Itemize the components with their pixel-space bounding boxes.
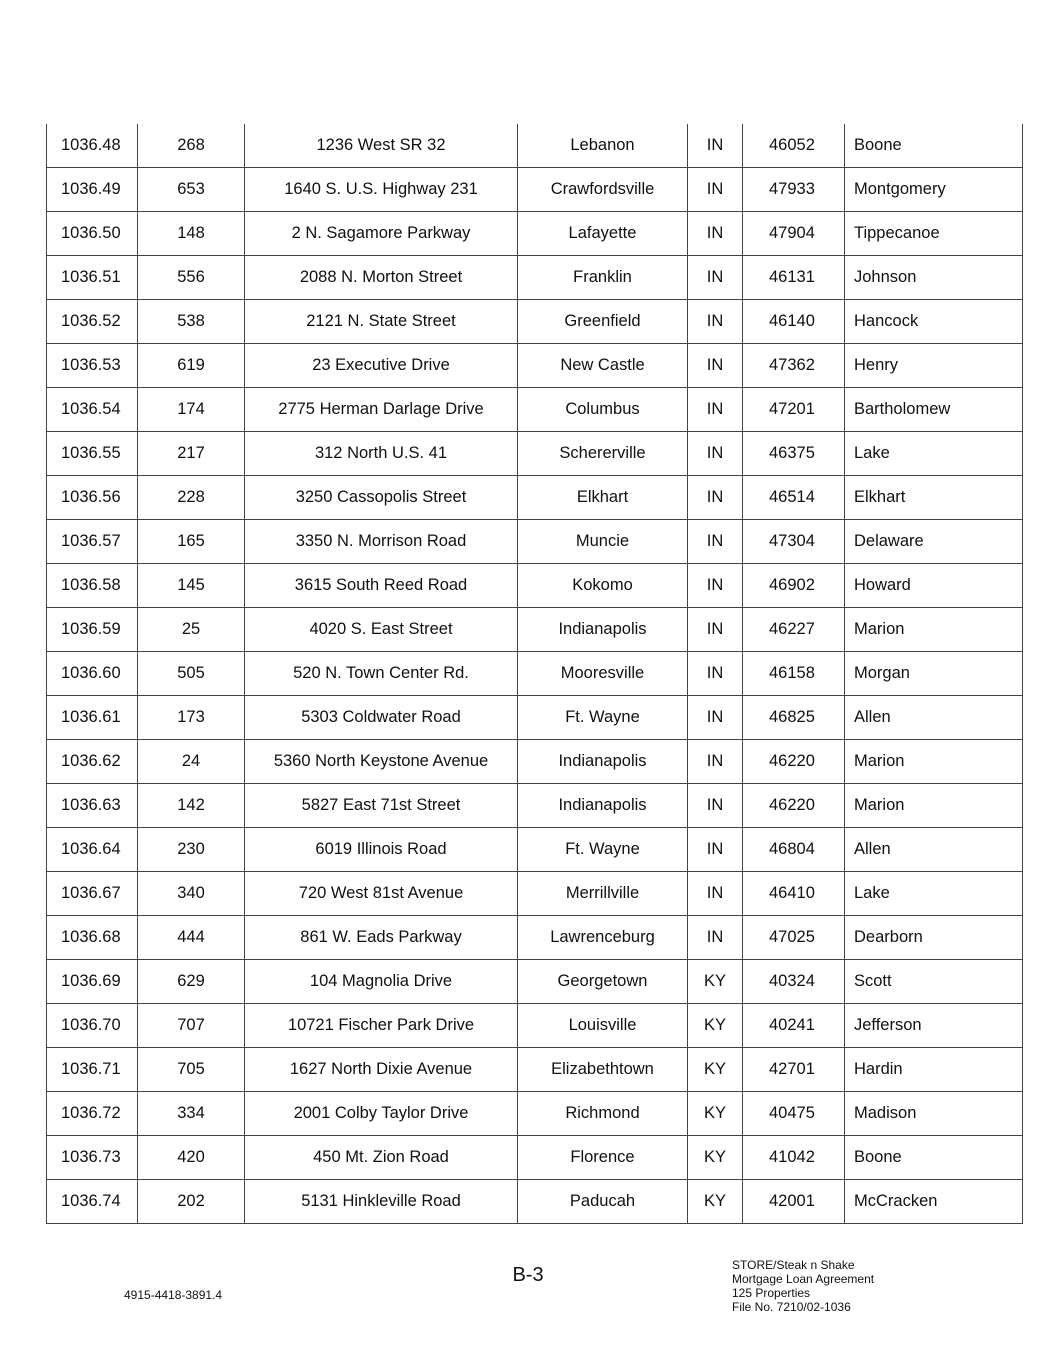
county-cell: Hardin bbox=[845, 1048, 1023, 1092]
county-cell: Lake bbox=[845, 872, 1023, 916]
store-number-cell: 334 bbox=[138, 1092, 245, 1136]
loan-id-cell: 1036.69 bbox=[47, 960, 138, 1004]
county-cell: Lake bbox=[845, 432, 1023, 476]
table-row bbox=[47, 388, 1023, 432]
store-number-cell: 202 bbox=[138, 1180, 245, 1224]
county-cell: Howard bbox=[845, 564, 1023, 608]
county-cell: Elkhart bbox=[845, 476, 1023, 520]
store-number-cell: 556 bbox=[138, 256, 245, 300]
zip-cell: 46158 bbox=[743, 652, 845, 696]
loan-id-cell: 1036.58 bbox=[47, 564, 138, 608]
zip-cell: 46131 bbox=[743, 256, 845, 300]
document-info-line: Mortgage Loan Agreement bbox=[732, 1272, 875, 1286]
address-cell: 10721 Fischer Park Drive bbox=[245, 1004, 518, 1048]
document-info-line: 125 Properties bbox=[732, 1286, 811, 1300]
table-row bbox=[47, 520, 1023, 564]
city-cell: Florence bbox=[518, 1136, 688, 1180]
loan-id-cell: 1036.53 bbox=[47, 344, 138, 388]
address-cell: 3615 South Reed Road bbox=[245, 564, 518, 608]
zip-cell: 46220 bbox=[743, 740, 845, 784]
address-cell: 450 Mt. Zion Road bbox=[245, 1136, 518, 1180]
address-cell: 4020 S. East Street bbox=[245, 608, 518, 652]
store-number-cell: 619 bbox=[138, 344, 245, 388]
city-cell: Schererville bbox=[518, 432, 688, 476]
address-cell: 23 Executive Drive bbox=[245, 344, 518, 388]
address-cell: 2775 Herman Darlage Drive bbox=[245, 388, 518, 432]
address-cell: 2088 N. Morton Street bbox=[245, 256, 518, 300]
city-cell: Lafayette bbox=[518, 212, 688, 256]
loan-id-cell: 1036.52 bbox=[47, 300, 138, 344]
county-cell: Henry bbox=[845, 344, 1023, 388]
table-row bbox=[47, 652, 1023, 696]
document-info-line: STORE/Steak n Shake bbox=[732, 1258, 855, 1272]
address-cell: 2001 Colby Taylor Drive bbox=[245, 1092, 518, 1136]
state-cell: KY bbox=[688, 1092, 743, 1136]
store-number-cell: 420 bbox=[138, 1136, 245, 1180]
county-cell: Bartholomew bbox=[845, 388, 1023, 432]
state-cell: IN bbox=[688, 784, 743, 828]
loan-id-cell: 1036.61 bbox=[47, 696, 138, 740]
store-number-cell: 142 bbox=[138, 784, 245, 828]
table-row bbox=[47, 1136, 1023, 1180]
address-cell: 2 N. Sagamore Parkway bbox=[245, 212, 518, 256]
city-cell: Indianapolis bbox=[518, 608, 688, 652]
table-row bbox=[47, 476, 1023, 520]
zip-cell: 46375 bbox=[743, 432, 845, 476]
zip-cell: 40241 bbox=[743, 1004, 845, 1048]
county-cell: Marion bbox=[845, 608, 1023, 652]
zip-cell: 46140 bbox=[743, 300, 845, 344]
store-number-cell: 174 bbox=[138, 388, 245, 432]
city-cell: Indianapolis bbox=[518, 740, 688, 784]
loan-id-cell: 1036.51 bbox=[47, 256, 138, 300]
state-cell: IN bbox=[688, 256, 743, 300]
zip-cell: 46804 bbox=[743, 828, 845, 872]
city-cell: Franklin bbox=[518, 256, 688, 300]
loan-id-cell: 1036.74 bbox=[47, 1180, 138, 1224]
store-number-cell: 145 bbox=[138, 564, 245, 608]
address-cell: 520 N. Town Center Rd. bbox=[245, 652, 518, 696]
address-cell: 3250 Cassopolis Street bbox=[245, 476, 518, 520]
properties-table-body bbox=[47, 124, 1023, 1224]
loan-id-cell: 1036.59 bbox=[47, 608, 138, 652]
address-cell: 5131 Hinkleville Road bbox=[245, 1180, 518, 1224]
county-cell: Allen bbox=[845, 828, 1023, 872]
state-cell: KY bbox=[688, 1048, 743, 1092]
store-number-cell: 707 bbox=[138, 1004, 245, 1048]
state-cell: IN bbox=[688, 652, 743, 696]
store-number-cell: 629 bbox=[138, 960, 245, 1004]
zip-cell: 47025 bbox=[743, 916, 845, 960]
zip-cell: 47304 bbox=[743, 520, 845, 564]
zip-cell: 42001 bbox=[743, 1180, 845, 1224]
table-row bbox=[47, 1180, 1023, 1224]
city-cell: New Castle bbox=[518, 344, 688, 388]
city-cell: Ft. Wayne bbox=[518, 828, 688, 872]
store-number-cell: 538 bbox=[138, 300, 245, 344]
city-cell: Crawfordsville bbox=[518, 168, 688, 212]
loan-id-cell: 1036.70 bbox=[47, 1004, 138, 1048]
document-info-line: File No. 7210/02-1036 bbox=[732, 1300, 851, 1314]
county-cell: Madison bbox=[845, 1092, 1023, 1136]
zip-cell: 47933 bbox=[743, 168, 845, 212]
store-number-cell: 653 bbox=[138, 168, 245, 212]
table-row bbox=[47, 1092, 1023, 1136]
table-row bbox=[47, 872, 1023, 916]
zip-cell: 46825 bbox=[743, 696, 845, 740]
table-row bbox=[47, 1004, 1023, 1048]
city-cell: Elizabethtown bbox=[518, 1048, 688, 1092]
address-cell: 1627 North Dixie Avenue bbox=[245, 1048, 518, 1092]
table-row bbox=[47, 344, 1023, 388]
county-cell: Tippecanoe bbox=[845, 212, 1023, 256]
store-number-cell: 228 bbox=[138, 476, 245, 520]
loan-id-cell: 1036.60 bbox=[47, 652, 138, 696]
properties-table bbox=[46, 124, 1023, 1224]
loan-id-cell: 1036.54 bbox=[47, 388, 138, 432]
address-cell: 5827 East 71st Street bbox=[245, 784, 518, 828]
state-cell: IN bbox=[688, 124, 743, 168]
loan-id-cell: 1036.55 bbox=[47, 432, 138, 476]
store-number-cell: 705 bbox=[138, 1048, 245, 1092]
loan-id-cell: 1036.71 bbox=[47, 1048, 138, 1092]
county-cell: Morgan bbox=[845, 652, 1023, 696]
city-cell: Ft. Wayne bbox=[518, 696, 688, 740]
zip-cell: 46220 bbox=[743, 784, 845, 828]
address-cell: 1236 West SR 32 bbox=[245, 124, 518, 168]
city-cell: Elkhart bbox=[518, 476, 688, 520]
county-cell: Marion bbox=[845, 784, 1023, 828]
table-row bbox=[47, 608, 1023, 652]
address-cell: 861 W. Eads Parkway bbox=[245, 916, 518, 960]
city-cell: Mooresville bbox=[518, 652, 688, 696]
table-row bbox=[47, 696, 1023, 740]
table-row bbox=[47, 828, 1023, 872]
county-cell: Boone bbox=[845, 1136, 1023, 1180]
table-row bbox=[47, 124, 1023, 168]
city-cell: Richmond bbox=[518, 1092, 688, 1136]
zip-cell: 46410 bbox=[743, 872, 845, 916]
store-number-cell: 268 bbox=[138, 124, 245, 168]
loan-id-cell: 1036.68 bbox=[47, 916, 138, 960]
store-number-cell: 148 bbox=[138, 212, 245, 256]
address-cell: 312 North U.S. 41 bbox=[245, 432, 518, 476]
zip-cell: 40475 bbox=[743, 1092, 845, 1136]
store-number-cell: 444 bbox=[138, 916, 245, 960]
zip-cell: 40324 bbox=[743, 960, 845, 1004]
city-cell: Greenfield bbox=[518, 300, 688, 344]
state-cell: KY bbox=[688, 1136, 743, 1180]
state-cell: IN bbox=[688, 564, 743, 608]
loan-id-cell: 1036.73 bbox=[47, 1136, 138, 1180]
store-number-cell: 217 bbox=[138, 432, 245, 476]
city-cell: Georgetown bbox=[518, 960, 688, 1004]
state-cell: IN bbox=[688, 388, 743, 432]
city-cell: Muncie bbox=[518, 520, 688, 564]
table-row bbox=[47, 740, 1023, 784]
address-cell: 6019 Illinois Road bbox=[245, 828, 518, 872]
zip-cell: 46514 bbox=[743, 476, 845, 520]
address-cell: 3350 N. Morrison Road bbox=[245, 520, 518, 564]
address-cell: 5360 North Keystone Avenue bbox=[245, 740, 518, 784]
state-cell: IN bbox=[688, 872, 743, 916]
zip-cell: 47201 bbox=[743, 388, 845, 432]
city-cell: Louisville bbox=[518, 1004, 688, 1048]
county-cell: Marion bbox=[845, 740, 1023, 784]
document-code: 4915-4418-3891.4 bbox=[124, 1288, 223, 1302]
loan-id-cell: 1036.63 bbox=[47, 784, 138, 828]
state-cell: IN bbox=[688, 432, 743, 476]
table-row bbox=[47, 256, 1023, 300]
address-cell: 104 Magnolia Drive bbox=[245, 960, 518, 1004]
city-cell: Paducah bbox=[518, 1180, 688, 1224]
zip-cell: 42701 bbox=[743, 1048, 845, 1092]
county-cell: Boone bbox=[845, 124, 1023, 168]
address-cell: 2121 N. State Street bbox=[245, 300, 518, 344]
document-info bbox=[732, 1258, 874, 1314]
state-cell: IN bbox=[688, 828, 743, 872]
zip-cell: 47362 bbox=[743, 344, 845, 388]
loan-id-cell: 1036.50 bbox=[47, 212, 138, 256]
state-cell: KY bbox=[688, 1180, 743, 1224]
loan-id-cell: 1036.64 bbox=[47, 828, 138, 872]
state-cell: IN bbox=[688, 212, 743, 256]
state-cell: IN bbox=[688, 344, 743, 388]
county-cell: Johnson bbox=[845, 256, 1023, 300]
table-row bbox=[47, 916, 1023, 960]
city-cell: Lebanon bbox=[518, 124, 688, 168]
state-cell: KY bbox=[688, 1004, 743, 1048]
store-number-cell: 24 bbox=[138, 740, 245, 784]
county-cell: Dearborn bbox=[845, 916, 1023, 960]
city-cell: Merrillville bbox=[518, 872, 688, 916]
county-cell: Allen bbox=[845, 696, 1023, 740]
loan-id-cell: 1036.56 bbox=[47, 476, 138, 520]
state-cell: IN bbox=[688, 608, 743, 652]
store-number-cell: 173 bbox=[138, 696, 245, 740]
loan-id-cell: 1036.57 bbox=[47, 520, 138, 564]
table-row bbox=[47, 564, 1023, 608]
state-cell: IN bbox=[688, 300, 743, 344]
zip-cell: 47904 bbox=[743, 212, 845, 256]
address-cell: 5303 Coldwater Road bbox=[245, 696, 518, 740]
city-cell: Columbus bbox=[518, 388, 688, 432]
state-cell: IN bbox=[688, 520, 743, 564]
zip-cell: 41042 bbox=[743, 1136, 845, 1180]
store-number-cell: 505 bbox=[138, 652, 245, 696]
table-row bbox=[47, 960, 1023, 1004]
city-cell: Kokomo bbox=[518, 564, 688, 608]
state-cell: KY bbox=[688, 960, 743, 1004]
zip-cell: 46052 bbox=[743, 124, 845, 168]
county-cell: Delaware bbox=[845, 520, 1023, 564]
loan-id-cell: 1036.72 bbox=[47, 1092, 138, 1136]
county-cell: Montgomery bbox=[845, 168, 1023, 212]
county-cell: McCracken bbox=[845, 1180, 1023, 1224]
address-cell: 720 West 81st Avenue bbox=[245, 872, 518, 916]
county-cell: Hancock bbox=[845, 300, 1023, 344]
store-number-cell: 230 bbox=[138, 828, 245, 872]
county-cell: Scott bbox=[845, 960, 1023, 1004]
state-cell: IN bbox=[688, 740, 743, 784]
city-cell: Lawrenceburg bbox=[518, 916, 688, 960]
loan-id-cell: 1036.48 bbox=[47, 124, 138, 168]
city-cell: Indianapolis bbox=[518, 784, 688, 828]
loan-id-cell: 1036.49 bbox=[47, 168, 138, 212]
table-row bbox=[47, 168, 1023, 212]
state-cell: IN bbox=[688, 168, 743, 212]
table-row bbox=[47, 1048, 1023, 1092]
table-row bbox=[47, 300, 1023, 344]
table-row bbox=[47, 212, 1023, 256]
county-cell: Jefferson bbox=[845, 1004, 1023, 1048]
table-row bbox=[47, 784, 1023, 828]
state-cell: IN bbox=[688, 476, 743, 520]
state-cell: IN bbox=[688, 696, 743, 740]
table-row bbox=[47, 432, 1023, 476]
address-cell: 1640 S. U.S. Highway 231 bbox=[245, 168, 518, 212]
zip-cell: 46902 bbox=[743, 564, 845, 608]
page-number: B-3 bbox=[512, 1264, 544, 1286]
zip-cell: 46227 bbox=[743, 608, 845, 652]
state-cell: IN bbox=[688, 916, 743, 960]
store-number-cell: 340 bbox=[138, 872, 245, 916]
store-number-cell: 25 bbox=[138, 608, 245, 652]
loan-id-cell: 1036.67 bbox=[47, 872, 138, 916]
loan-id-cell: 1036.62 bbox=[47, 740, 138, 784]
store-number-cell: 165 bbox=[138, 520, 245, 564]
